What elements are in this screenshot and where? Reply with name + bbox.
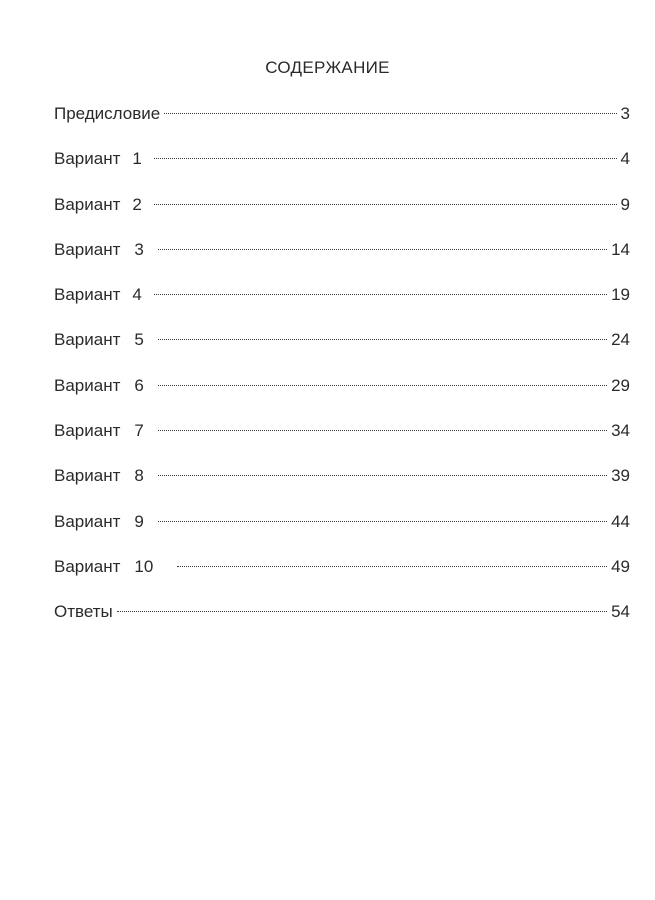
entry-label: Вариант (54, 421, 121, 441)
dot-leader (158, 521, 607, 522)
entry-variant-number: 3 (134, 239, 144, 259)
entry-page-number: 9 (620, 194, 630, 214)
dot-leader (158, 339, 607, 340)
toc-entry-variant-8[interactable] (54, 462, 630, 507)
entry-label: Предисловие (54, 104, 161, 123)
dot-leader (177, 566, 607, 567)
toc-entry-variant-7[interactable] (54, 417, 630, 462)
toc-entry-variant-9[interactable] (54, 508, 630, 553)
entry-variant-number: 10 (134, 556, 154, 576)
dot-leader (158, 430, 607, 431)
entry-label: Вариант (54, 239, 121, 259)
entry-page-number: 24 (611, 330, 630, 350)
entry-page-number: 29 (611, 375, 630, 395)
page-title: СОДЕРЖАНИЕ (265, 58, 390, 77)
entry-page-number: 54 (611, 602, 630, 622)
entry-label: Вариант (54, 330, 121, 350)
entry-variant-number: 4 (132, 285, 142, 305)
entry-variant-number: 1 (132, 149, 142, 169)
table-of-contents (54, 100, 630, 644)
toc-entry-answers[interactable] (54, 598, 630, 643)
entry-variant-number: 9 (134, 511, 144, 531)
dot-leader (164, 113, 616, 114)
entry-page-number: 39 (611, 466, 630, 486)
dot-leader (158, 249, 607, 250)
toc-entry-variant-10[interactable] (54, 553, 630, 598)
entry-label: Вариант (54, 511, 121, 531)
entry-page-number: 34 (611, 421, 630, 441)
entry-label: Вариант (54, 375, 121, 395)
entry-variant-number: 7 (134, 421, 144, 441)
dot-leader (154, 204, 617, 205)
entry-label: Ответы (54, 602, 113, 622)
entry-page-number: 19 (611, 285, 630, 305)
entry-page-number: 14 (611, 239, 630, 259)
entry-variant-number: 5 (134, 330, 144, 350)
entry-page-number: 3 (620, 104, 630, 123)
dot-leader (117, 611, 607, 612)
toc-entry-variant-6[interactable] (54, 372, 630, 417)
entry-variant-number: 6 (134, 375, 144, 395)
dot-leader (154, 158, 617, 159)
entry-label: Вариант (54, 466, 121, 486)
toc-entry-variant-4[interactable] (54, 281, 630, 326)
dot-leader (154, 294, 607, 295)
entry-label: Вариант (54, 149, 121, 169)
toc-entry-variant-5[interactable] (54, 326, 630, 371)
toc-entry-variant-3[interactable] (54, 236, 630, 281)
entry-label: Вариант (54, 285, 121, 305)
dot-leader (158, 385, 607, 386)
entry-page-number: 4 (620, 149, 630, 169)
toc-entry-preface[interactable] (54, 100, 630, 145)
entry-page-number: 44 (611, 511, 630, 531)
toc-entry-variant-1[interactable] (54, 145, 630, 190)
entry-label: Вариант (54, 556, 121, 576)
dot-leader (158, 475, 607, 476)
entry-page-number: 49 (611, 556, 630, 576)
entry-label: Вариант (54, 194, 121, 214)
toc-entry-variant-2[interactable] (54, 191, 630, 236)
entry-variant-number: 2 (132, 194, 142, 214)
entry-variant-number: 8 (134, 466, 144, 486)
